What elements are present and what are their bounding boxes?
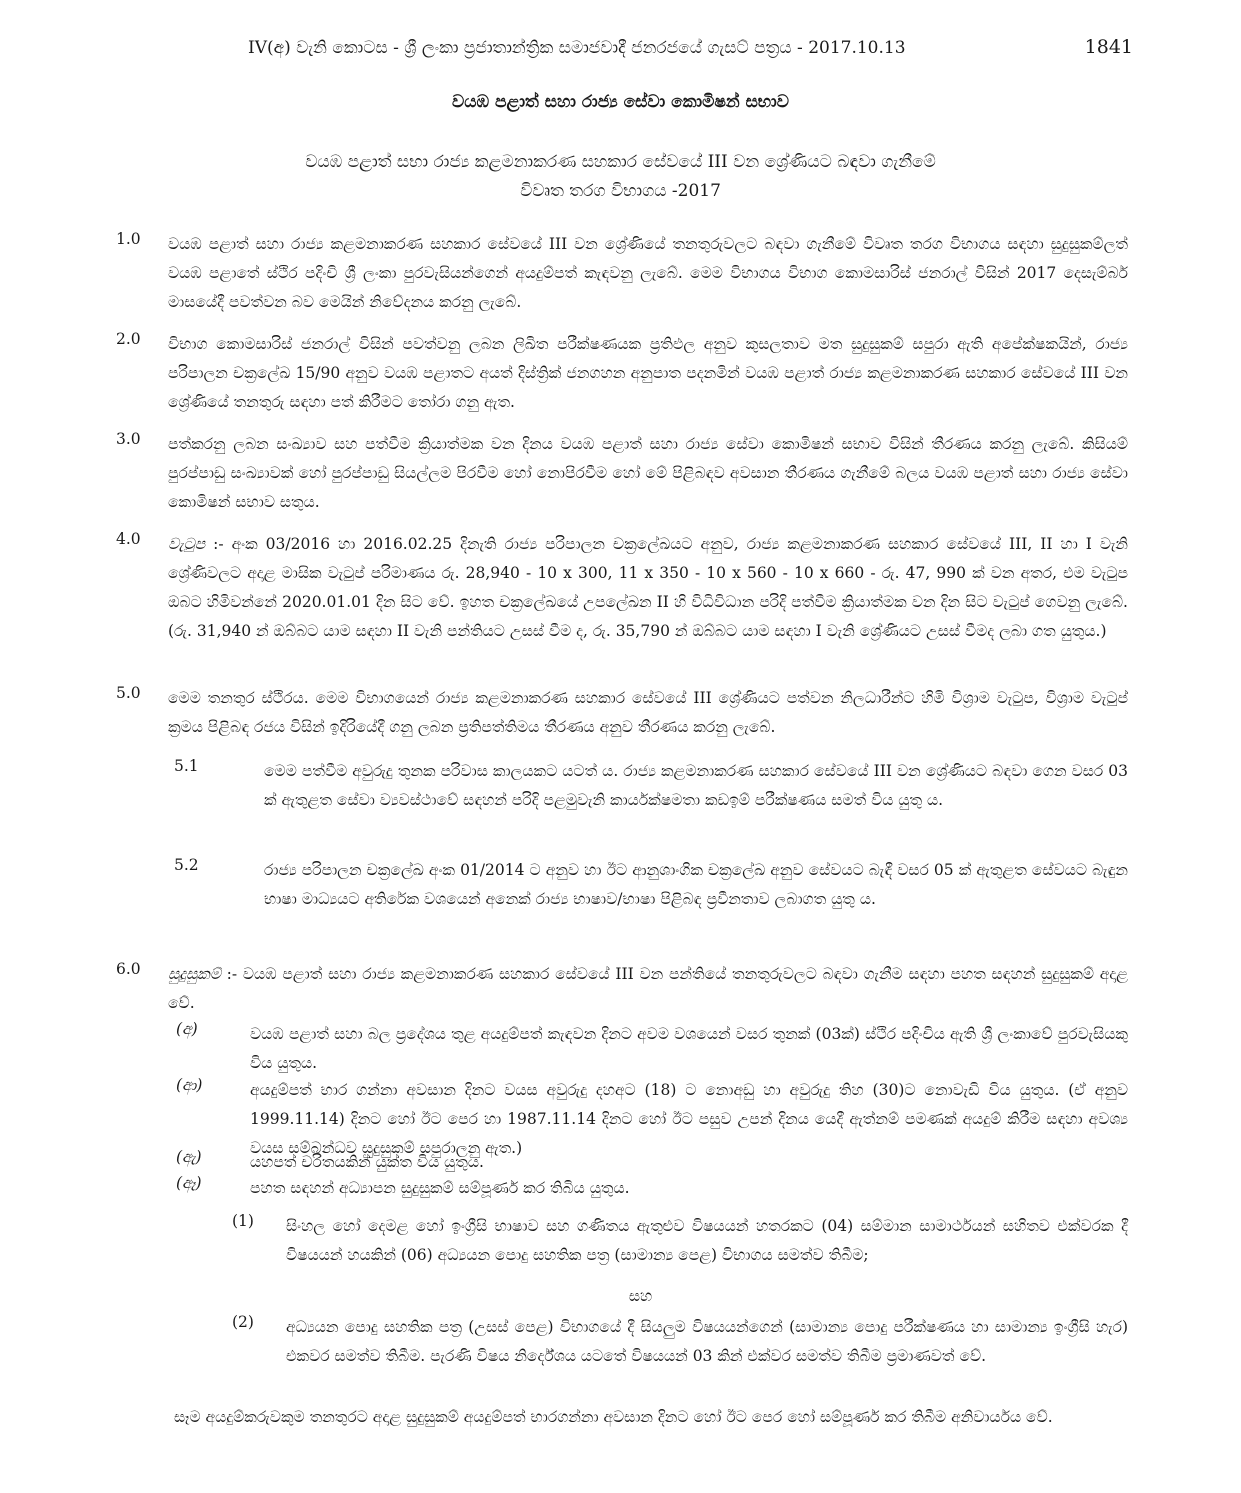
gazette-header xyxy=(0,38,1241,68)
section-text: විභාග කොමසාරිස් ජනරාල් විසින් පවත්වනු ලබන ලිඛිත පරීක්ෂණයක ප්‍රතිඵල අනුව කුසලතාව මත සුදුසුකම් සපුරා ඇති අපේක්ෂකයින්, රාජ්‍ය පරිපාලන චක්‍රලේඛ 15/90 අනුව වයඹ පළාතට අයත් දිස්ත්‍රික් ජනගහන අනුපාත පදනමින් වයඹ පළාත් රාජ්‍ය කළමනාකරණ සහකාර සේවයේ III වන ශ්‍රේණියේ තනතුරු සඳහා පත් කිරීමට තෝරා ගනු ඇත. xyxy=(168,335,1128,411)
item-text: යහපත් චරිතයකින් යුක්ත විය යුතුය. xyxy=(250,1153,484,1171)
section-text: පත්කරනු ලබන සංඛ්‍යාව සහ පත්වීම ක්‍රියාත්මක වන දිනය වයඹ පළාත් සහා රාජ්‍ය සේවා කොමිෂන් සභාව විසින් තීරණය කරනු ලැබේ. කිසියම් පුරප්පාඩු සංඛ්‍යාවක් හෝ පුරප්පාඩු සියල්ලම පිරවීම හෝ නොපිරවීම හෝ මේ පිළිබඳව අවසාන තීරණය ගැනීමේ බලය වයඹ පළාත් සහා රාජ්‍ය සේවා කොමිෂන් සභාව සතුය. xyxy=(168,435,1128,511)
salary-label: වැටුප xyxy=(168,535,206,553)
qualifications-label: සුදුසුකම් xyxy=(168,965,221,983)
section-3 xyxy=(116,430,1128,517)
section-text xyxy=(168,960,1128,1018)
requirement-text: අධ්‍යයන පොදු සහතික පත්‍ර (උසස් පෙළ) විභාගයේ දී සියලුම විෂයයන්ගෙන් (සාමාන්‍ය පොදු පරීක්ෂණය හා සාමාන්‍ය ඉංග්‍රීසි හැර) එකවර සමත්ව තිබීම. පැරණි විෂය නිර්දේශය යටතේ විෂයයන් 03 කින් එක්වර සමත්ව තිබීම ප්‍රමාණවත් වේ. xyxy=(286,1318,1128,1365)
qualifications-text: :- වයඹ පළාත් සහා රාජ්‍ය කළමනාකරණ සහකාර සේවයේ III වන පන්තියේ තනතුරුවලට බඳවා ගැනීම සඳහා පහත සඳහන් සුදුසුකම් අදාළ වේ. xyxy=(168,965,1128,1012)
section-text: වයඹ පළාත් සහා රාජ්‍ය කළමනාකරණ සහකාර සේවයේ III වන ශ්‍රේණියේ තනතුරුවලට බඳවා ගැනීමේ විවෘත තරග විභාගය සඳහා සුදුසුකම්ලත් වයඹ පළාතේ ස්ථිර පදිංචි ශ්‍රී ලංකා පුරවැසියන්ගෙන් අයදුම්පත් කැඳවනු ලැබේ. මෙම විභාගය විභාග කොමසාරිස් ජනරාල් විසින් 2017 දෙසැම්බර් මාසයේදී පවත්වන බව මෙයින් නිවේදනය කරනු ලැබේ. xyxy=(168,235,1128,311)
section-number: 2.0 xyxy=(116,330,141,348)
requirement-2 xyxy=(232,1313,1128,1371)
exam-title-line-2: විවෘත තරග විභාගය -2017 xyxy=(520,181,721,201)
page-number: 1841 xyxy=(1084,36,1133,58)
section-4-salary xyxy=(116,530,1128,646)
exam-title-line-1: වයඹ පළාත් සභා රාජ්‍ය කළමනාකරණ සහකාර සේවයේ III වන ශ්‍රේණියට බඳවා ගැනීමේ xyxy=(305,152,936,172)
section-number: 5.0 xyxy=(116,684,141,702)
closing-note: සෑම අයදුම්කරුවකුම තනතුරට අදාළ සුදුසුකම් අයදුම්පත් භාරගන්නා අවසාන දිනට හෝ ඊට පෙර හෝ සම්පූර්ණ කර තිබීම අනිවාර්යය වේ. xyxy=(174,1408,1053,1426)
section-1 xyxy=(116,230,1128,317)
item-number: (ඈ) xyxy=(176,1174,202,1192)
item-text: වයඹ පළාත් සහා බල ප්‍රදේශය තුළ අයදුම්පත් කැඳවන දිනට අවම වශයෙන් වසර තුනක් (03ක්) ස්ථිර පදිංචිය ඇති ශ්‍රී ලංකාවේ පුරවැසියකු විය යුතුය. xyxy=(250,1025,1128,1072)
section-5-1 xyxy=(174,757,1128,815)
item-text: අයදුම්පත් භාර ගන්නා අවසාන දිනට වයස අවුරුදු දහඅට (18) ට නොඅඩු හා අවුරුදු තිහ (30)ට නොවැඩි විය යුතුය. (ඒ අනුව 1999.11.14) දිනට හෝ ඊට පෙර හා 1987.11.14 දිනට හෝ ඊට පසුව උපන් දිනය යෙදී ඇත්නම් පමණක් අයදුම් කිරීම සඳහා අවශ්‍ය වයස සම්බන්ධව සුදුසුකම් සපුරාලනු ඇත.) xyxy=(250,1081,1128,1157)
item-aee xyxy=(176,1174,1128,1203)
section-6-qualifications xyxy=(116,960,1128,1018)
section-text xyxy=(168,530,1128,646)
item-number: (අ) xyxy=(176,1020,198,1038)
requirement-number: (1) xyxy=(232,1212,254,1230)
and-connector: සහ xyxy=(628,1287,653,1305)
item-number: (ඇ) xyxy=(176,1148,202,1166)
section-5 xyxy=(116,684,1128,742)
item-a xyxy=(176,1020,1128,1078)
section-number: 3.0 xyxy=(116,430,141,448)
section-number: 5.2 xyxy=(174,856,199,874)
item-number: (ආ) xyxy=(176,1076,203,1094)
section-number: 4.0 xyxy=(116,530,141,548)
section-2 xyxy=(116,330,1128,417)
section-text: රාජ්‍ය පරිපාලන චක්‍රලේඛ අංක 01/2014 ට අනුව හා ඊට ආනුශාංගික චක්‍රලේඛ අනුව සේවයට බැඳී වසර 05 ක් ඇතුළත සේවයට බැඳුන භාෂා මාධ්‍යයට අතිරේක වශයෙන් අනෙක් රාජ්‍ය භාෂාව/භාෂා පිළිබඳ ප්‍රවීනතාව ලබාගත යුතු ය. xyxy=(264,861,1128,908)
section-text: මෙම තනතුර ස්ථිරය. මෙම විභාගයෙන් රාජ්‍ය කළමනාකරණ සහකාර සේවයේ III ශ්‍රේණියට පත්වන නිලධාරීන්ට හිමි විශ්‍රාම වැටුප, විශ්‍රාම වැටුප් ක්‍රමය පිළිබඳ රජය විසින් ඉදිරියේදී ගනු ලබන ප්‍රතිපත්තිමය තීරණය අනුව තීරණය කරනු ලැබේ. xyxy=(168,689,1128,736)
requirement-1 xyxy=(232,1212,1128,1270)
exam-title xyxy=(0,148,1241,206)
section-number: 5.1 xyxy=(174,757,199,775)
section-5-2 xyxy=(174,856,1128,914)
salary-text: :- අංක 03/2016 හා 2016.02.25 දිනැති රාජ්‍ය පරිපාලන චක්‍රලේඛයට අනුව, රාජ්‍ය කළමනාකරණ සහකාර සේවයේ III, II හා I වැනි ශ්‍රේණිවලට අදාළ මාසික වැටුප් පරිමාණය රු. 28,940 - 10 x 300, 11 x 350 - 10 x 560 - 10 x 660 - රු. 47, 990 ක් වන අතර, එම වැටුප ඔබට හිමිවන්නේ 2020.01.01 දින සිට වේ. ඉහත චක්‍රලේඛයේ උපලේඛන II හි විධිවිධාන පරිදි පත්වීම ක්‍රියාත්මක වන දින සිට වැටුප් ගෙවනු ලැබේ. (රු. 31,940 න් ඔබ්බට යාම සඳහා II වැනි පන්තියට උසස් වීම ද, රු. 35,790 න් ඔබ්බට යාම සඳහා I වැනි ශ්‍රේණියට උසස් වීමද ලබා ගත යුතුය.) xyxy=(168,535,1128,640)
header-text: IV(අ) වැනි කොටස - ශ්‍රී ලංකා ප්‍රජාතාන්ත්‍රික සමාජවාදී ජනරජයේ ගැසට් පත්‍රය - 2017.10.13 xyxy=(248,38,906,58)
organization-title: වයඹ පළාත් සහා රාජ්‍ය සේවා කොමිෂන් සභාව xyxy=(452,92,789,112)
section-text: මෙම පත්වීම අවුරුදු තුනක පරිවාස කාලයකට යටත් ය. රාජ්‍ය කළමනාකරණ සහකාර සේවයේ III වන ශ්‍රේණියට බඳවා ගෙන වසර 03 ක් ඇතුළත සේවා ව්‍යවස්ථාවේ සඳහන් පරිදි පළමුවැනි කාර්යක්ෂමතා කඩඉම් පරීක්ෂණය සමත් විය යුතු ය. xyxy=(264,762,1128,809)
item-text: පහත සඳහන් අධ්‍යාපන සුදුසුකම් සම්පූර්ණ කර තිබිය යුතුය. xyxy=(250,1179,630,1197)
section-number: 6.0 xyxy=(116,960,141,978)
item-ae xyxy=(176,1148,1128,1177)
section-number: 1.0 xyxy=(116,230,141,248)
requirement-text: සිංහල හෝ දෙමළ හෝ ඉංග්‍රීසි භාෂාව සහ ගණිතය ඇතුළුව විෂයයන් හතරකට (04) සම්මාන සාමාර්ථයන් සහිතව එක්වරක දී විෂයයන් හයකින් (06) අධ්‍යයන පොදු සහතික පත්‍ර (සාමාන්‍ය පෙළ) විභාගය සමත්ව තිබීම; xyxy=(286,1217,1128,1264)
requirement-number: (2) xyxy=(232,1313,254,1331)
